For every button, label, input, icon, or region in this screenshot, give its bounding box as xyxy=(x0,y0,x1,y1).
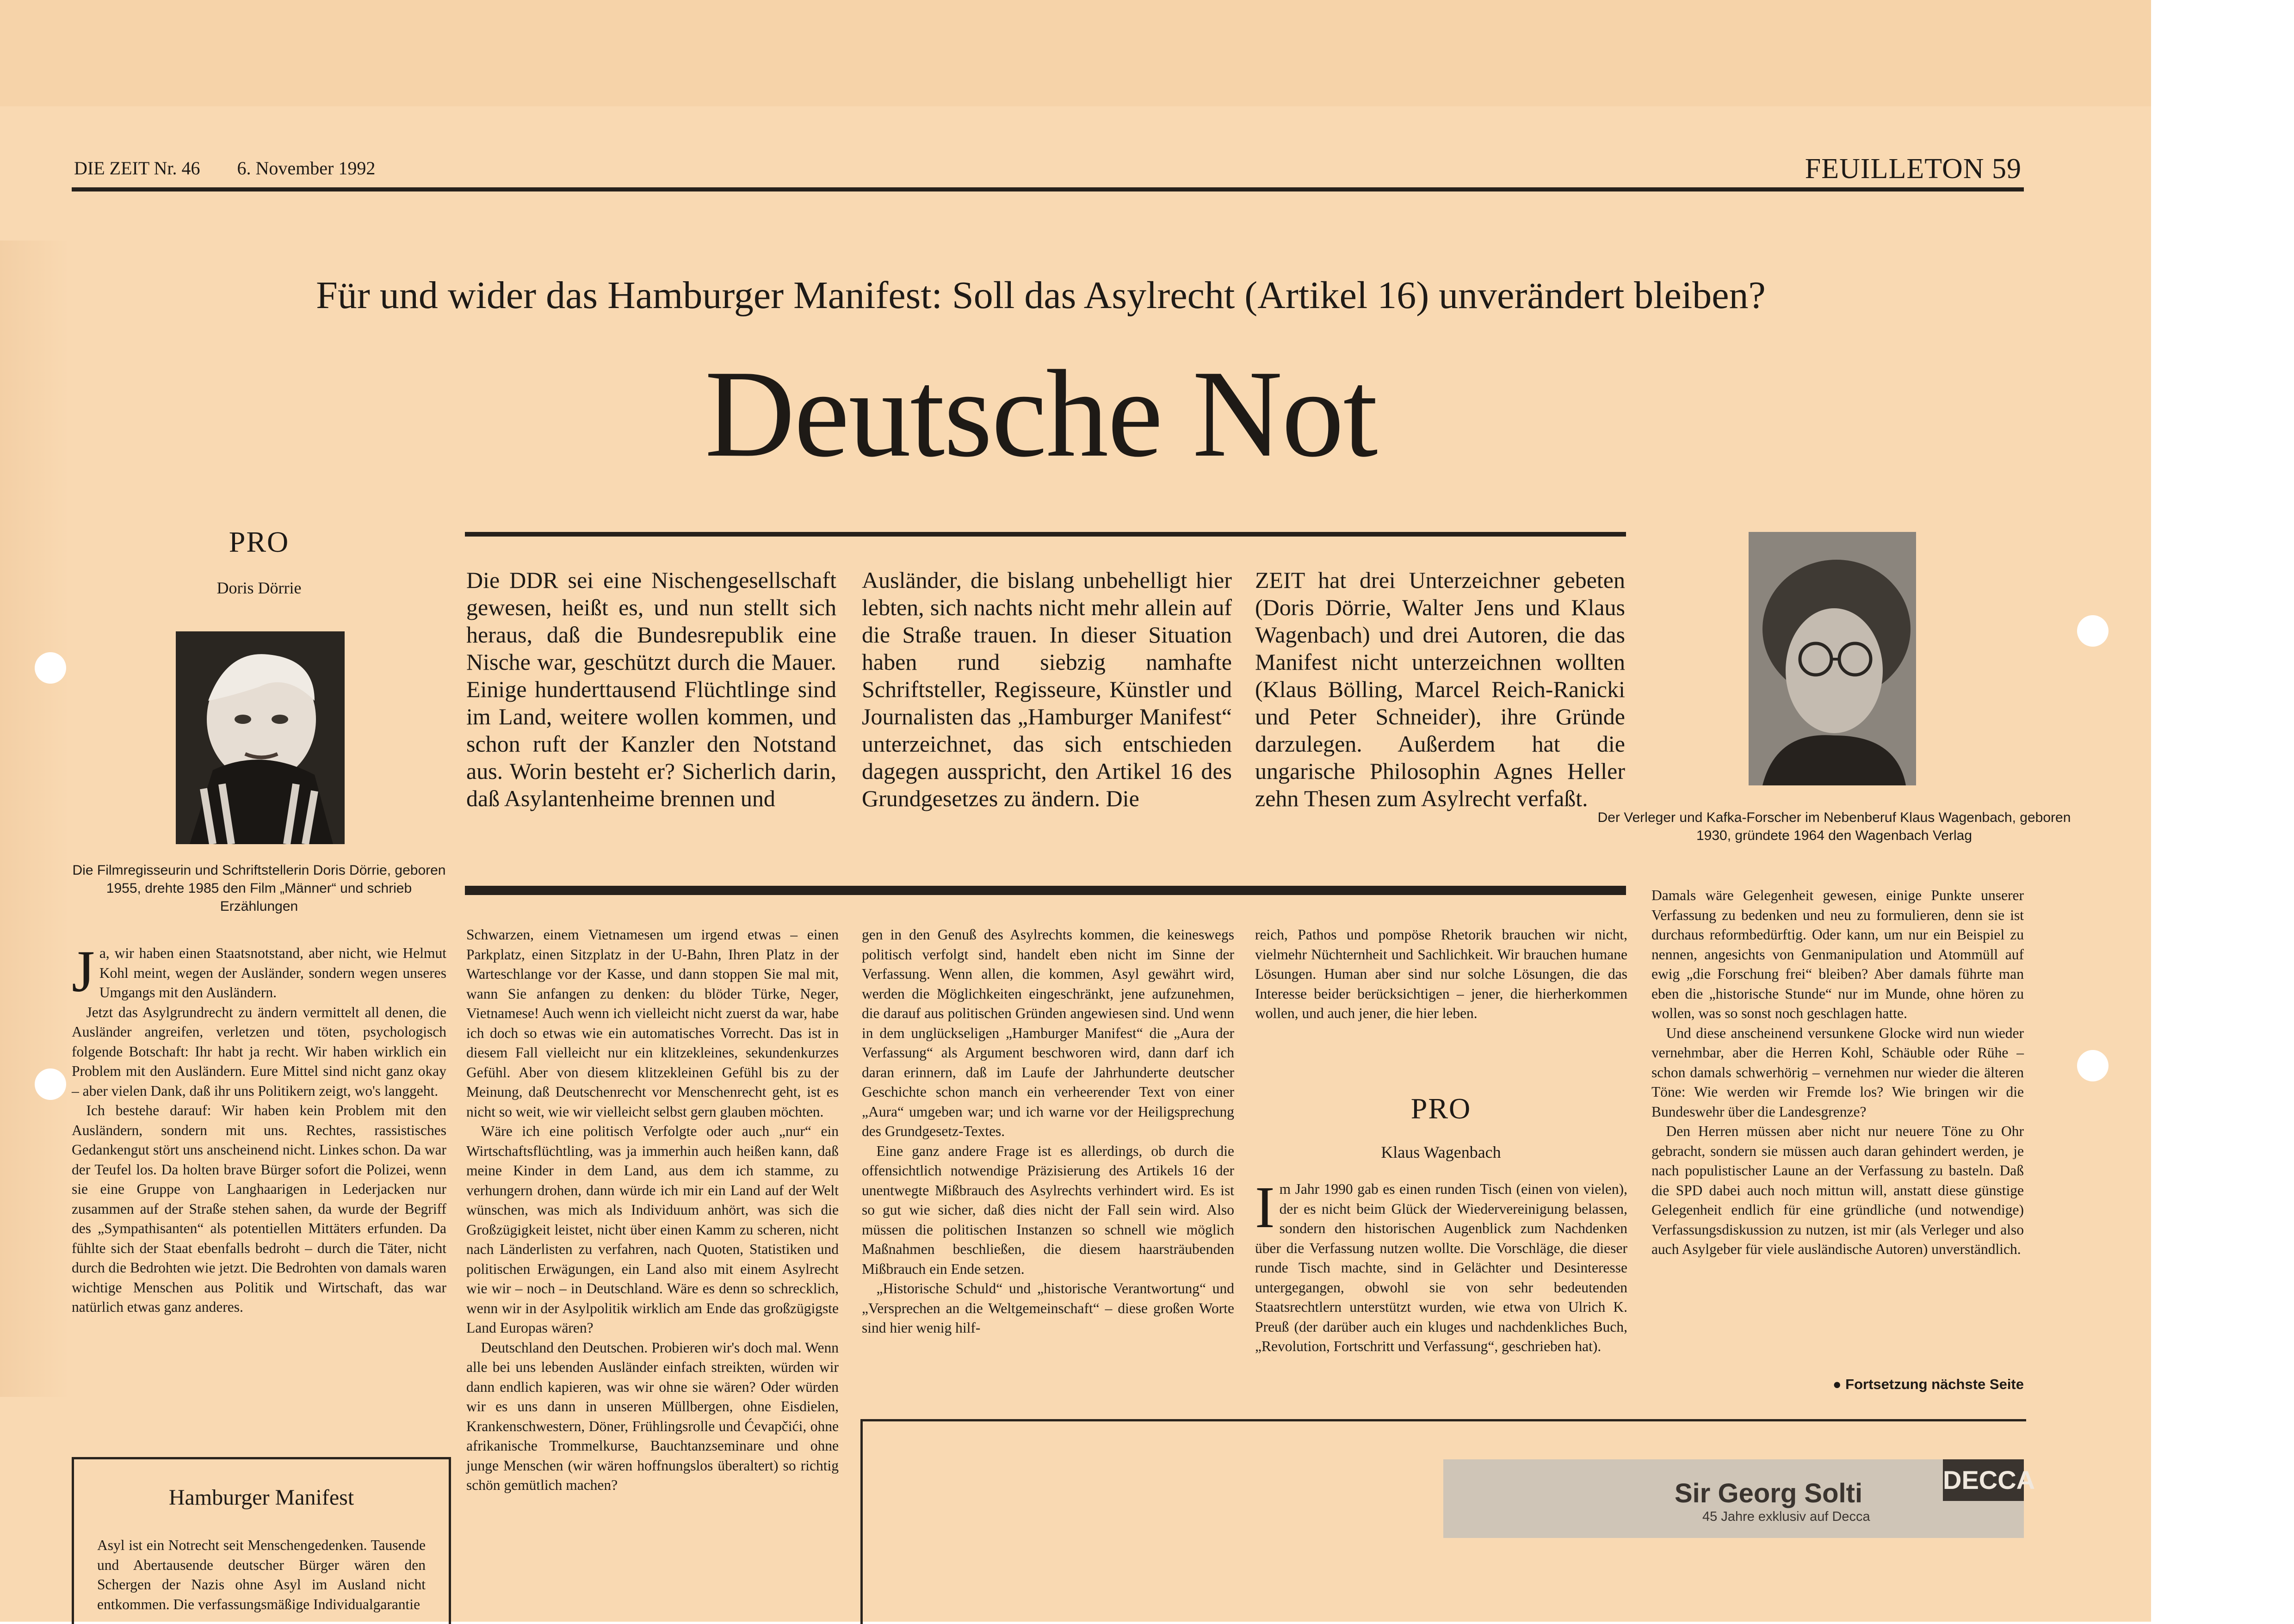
page-top-margin xyxy=(0,0,2151,106)
manifest-paragraph: Asyl ist ein Notrecht seit Menschengedenken. Tausende und Abertausende deutscher Bürger wären den Schergen der Nazis ohne Asyl im Ausland nicht entkommen. Die verfassungsmäßige Individualgarantie xyxy=(97,1537,426,1612)
punch-hole xyxy=(35,652,66,684)
intro-bottom-rule xyxy=(465,886,1626,895)
article-headline: Deutsche Not xyxy=(705,345,1377,483)
body-paragraph: Eine ganz andere Frage ist es allerdings, ob durch die offensichtlich notwendige Präzisierung des Artikels 16 der unentwegte Mißbrauch des Asylrechts verhindert wird. Es ist so gut wie sicher, daß dies nicht der Fall sein wird. Also müssen die politischen Instanzen so schnell wie möglich Maßnahmen beschließen, die diesem haarsträubenden Mißbrauch ein Ende setzen. xyxy=(862,1142,1234,1277)
intro-column-2: Ausländer, die bislang unbehelligt hier lebten, sich nachts nicht mehr allein auf die Straße trauen. In dieser Situation haben rund siebzig namhafte Schriftsteller, Regisseure, Künstler und Journalisten das „Hamburger Manifest“ unterzeichnet, das sich entschieden dagegen ausspricht, den Artikel 16 des Grundgesetzes zu ändern. Die xyxy=(862,567,1232,811)
photo-caption-dorrie: Die Filmregisseurin und Schriftstellerin Doris Dörrie, geboren 1955, drehte 1985 den Film „Männer“ und schrieb Erzählungen xyxy=(72,863,446,914)
lead-paragraph-wagenbach xyxy=(1255,1174,1627,1357)
body-paragraph: Wäre ich eine politisch Verfolgte oder auch „nur“ ein Wirtschaftsflüchtling, was ja immerhin auch heißen kann, daß meine Kinder in dem Land, aus dem ich stamme, zu verhungern drohen, dann würde ich mir ein Land auf der Welt wünschen, was mich als Individuum anhört, was sich die Großzügigkeit leistet, nicht über einen Kamm zu scheren, nicht nach Länderlisten zu verfahren, nach Quoten, Statistiken und politischen Erwägungen, ein Land also mit einem Asylrecht wie wir – noch – in Deutschland. Wäre es denn so schrecklich, wenn wir in der Asylpolitik wirklich am Ende das großzügigste Land Europas wären? xyxy=(466,1123,839,1336)
header-rule xyxy=(72,187,2024,191)
masthead-line xyxy=(74,157,375,179)
section-name: FEUILLETON xyxy=(1805,153,1985,185)
pro-label-dorrie: PRO xyxy=(229,525,290,558)
intro-column-1: Die DDR sei eine Nischengesellschaft gewesen, heißt es, und nun stellt sich heraus, daß die Bundesrepublik eine Nische war, geschützt durch die Mauer. Einige hunderttausend Flüchtlinge sind im Land, weitere wollen kommen, und schon ruft der Kanzler den Notstand aus. Worin besteht er? Sicherlich darin, daß Asylantenheime brennen und xyxy=(466,567,836,811)
body-paragraph: reich, Pathos und pompöse Rhetorik brauchen wir nicht, vielmehr Nüchternheit und Sachlichkeit. Wir brauchen humane Lösungen. Human aber sind nur solche Lösungen, die das Interesse beider berücksichtigen – jener, die hierherkommen wollen, und auch jener, die hier leben. xyxy=(1255,926,1627,1021)
lead-text: a, wir haben einen Staatsnotstand, aber nicht, wie Helmut Kohl meint, wegen der Ausländer, sondern wegen unseres Umgangs mit den Ausländern. xyxy=(99,945,446,1000)
article-column-a xyxy=(72,939,446,1317)
body-paragraph: Schwarzen, einem Vietnamesen um irgend etwas – einen Parkplatz, einen Sitzplatz in der U-Bahn, Ihren Platz in der Warteschlange vor der Kasse, und dann stoppen Sie mal mit, wann Sie anfangen zu denken: du blöder Türke, Neger, Vietnamese! Auch wenn ich vielleicht nicht zuerst da war, habe ich doch so etwas wie ein automatisches Vorrecht. Das ist in diesem Fall vielleicht nur ein klitzekleines, sekundenkurzes Gefühl. Aber von diesem klitzekleinen Gefühl bis zu der Meinung, daß Deutschenrecht vor Menschenrecht geht, ist es nicht so weit, wie wir vielleicht selbst gern glauben möchten. xyxy=(466,926,839,1120)
article-column-b xyxy=(466,925,839,1495)
body-paragraph: Deutschland den Deutschen. Probieren wir's doch mal. Wenn alle bei uns lebenden Ausländer einfach streikten, würden wir dann endlich kapieren, was wir ohne sie wären? Oder würden wir es uns dann in unseren Müllbergen, ohne Eisdielen, Krankenschwestern, Döner, Frühlingsrolle und Ćevapčići, ohne afrikanische Trommelkurse, Bauchtanzseminare und ohne junge Menschen (wir wären hoffnungslos überaltert) so richtig schön gemütlich machen? xyxy=(466,1339,839,1493)
manifest-text xyxy=(97,1536,426,1614)
headline-rule xyxy=(465,532,1626,537)
lead-paragraph-dorrie xyxy=(72,939,446,1004)
ad-subtitle: 45 Jahre exklusiv auf Decca xyxy=(1702,1509,1870,1524)
punch-hole xyxy=(2077,1050,2109,1081)
portrait-photo-dorrie xyxy=(176,631,345,844)
manifest-title: Hamburger Manifest xyxy=(168,1485,354,1510)
author-name-wagenbach: Klaus Wagenbach xyxy=(1381,1143,1501,1161)
article-kicker: Für und wider das Hamburger Manifest: Soll das Asylrecht (Artikel 16) unverändert bleiben? xyxy=(316,274,1766,317)
lead-text: m Jahr 1990 gab es einen runden Tisch (einen von vielen), der es nicht beim Glück der Wiedervereinigung belassen, sondern den historischen Augenblick zum Nachdenken über die Verfassung nutzen wollte. Die Vorschläge, die dieser runde Tisch machte, sind in Gelächter und Desinteresse untergegangen, obwohl sie von sehr bedeutenden Staatsrechtlern unterstützt wurden, wie etwa von Ulrich K. Preuß (der darüber auch ein kluges und nachdenkliches Buch, „Revolution, Fortschritt und Verfassung“, geschrieben hat). xyxy=(1255,1181,1627,1354)
body-paragraph: Den Herren müssen aber nicht nur neuere Töne zu Ohr gebracht, sondern sie müssen auch daran gehindert werden, je nach populistischer Laune an der Verfassung zu basteln. Daß die SPD dabei auch noch mittun will, anstatt diese günstige Gelegenheit endlich für eine gründliche (und notwendige) Verfassungsdiskussion zu nutzen, ist mir (als Verleger und also auch Asylgeber für viele ausländische Autoren) unverständlich. xyxy=(1651,1123,2024,1257)
article-column-c xyxy=(862,925,1234,1338)
article-column-d xyxy=(1255,925,1627,1024)
body-paragraph: gen in den Genuß des Asylrechts kommen, die keineswegs politisch verfolgt sind, handelt eben nicht im Sinne der Verfassung. Wenn allen, die kommen, Asyl gewährt wird, werden die Möglichkeiten eingeschränkt, jene aufzunehmen, die darauf aus politischen Gründen angewiesen sind. Und wenn in dem unglückseligen „Hamburger Manifest“ die „Aura der Verfassung“ als Argument beschworen wird, dann darf ich daran erinnern, daß im Laufe der Jahrhunderte deutscher Geschichte schon manch ein verheerender Text von einer „Aura“ umgeben war; und ich warne vor der Heiligsprechung des Grundgesetz-Textes. xyxy=(862,926,1234,1139)
issue-date: 6. November 1992 xyxy=(237,158,376,179)
portrait-photo-wagenbach xyxy=(1749,532,1916,785)
punch-hole xyxy=(35,1068,66,1100)
body-paragraph: Ich bestehe darauf: Wir haben kein Problem mit den Ausländern, sondern mit uns. Rechtes, rassistisches Gedankengut stört uns anscheinend nicht. Linkes schon. Da war der Teufel los. Da holten brave Bürger sofort die Polizei, wenn sie eine Gruppe von Langhaarigen in Lederjacken nur zusammen auf der Straße stehen sahen, da wurde der Begriff des „Sympathisanten“ als potentiellen Mittäters erfunden. Da fühlte sich der Staat ebenfalls bedroht – durch die Täter, nicht durch die Bedrohten wie jetzt. Die Bedrohten von damals waren wichtige Menschen aus Politik und Wirtschaft, das war natürlich etwas ganz anderes. xyxy=(72,1102,446,1315)
publication-name: DIE ZEIT Nr. 46 xyxy=(74,158,200,179)
intro-column-3: ZEIT hat drei Unterzeichner gebeten (Doris Dörrie, Walter Jens und Klaus Wagenbach) und drei Autoren, die das Manifest nicht unterzeichnen wollten (Klaus Bölling, Marcel Reich-Ranicki und Peter Schneider), ihre Gründe darzulegen. Außerdem hat die ungarische Philosophin Agnes Heller zehn Thesen zum Asylrecht verfaßt. xyxy=(1255,567,1625,811)
article-column-d-wagenbach xyxy=(1255,1174,1627,1357)
article-column-e xyxy=(1651,886,2024,1260)
author-name-dorrie: Doris Dörrie xyxy=(216,579,302,597)
ad-headline: Sir Georg Solti xyxy=(1675,1478,1863,1508)
section-header xyxy=(1781,153,2022,185)
decca-logo: DECCA xyxy=(1943,1459,2024,1501)
bleed-through-shadow xyxy=(0,241,69,1397)
body-paragraph: Und diese anscheinend versunkene Glocke wird nun wieder vernehmbar, aber die Herren Kohl, Schäuble oder Rühe – schon damals schwerhörig – vernehmen nur wieder die älteren Töne: Wie werden wir Fremde los? Wie bringen wir die Bundeswehr über die Landesgrenze? xyxy=(1651,1025,2024,1120)
page-number: 59 xyxy=(1992,153,2022,185)
body-paragraph: „Historische Schuld“ und „historische Verantwortung“ und „Versprechen an die Weltgemeinschaft“ – diese großen Worte sind hier wenig hilf- xyxy=(862,1280,1234,1336)
continuation-note: ● Fortsetzung nächste Seite xyxy=(1832,1376,2024,1392)
decca-advertisement xyxy=(1443,1459,2035,1538)
dropcap-j: J xyxy=(72,939,95,1004)
hamburger-manifest-box xyxy=(72,1457,451,1624)
body-paragraph: Damals wäre Gelegenheit gewesen, einige Punkte unserer Verfassung zu bedenken und neu zu formulieren, denn sie ist durchaus reformbedürftig. Oder kann, um nur ein Beispiel zu nennen, angesichts von Genmanipulation und Atommüll auf ewig „die Forschung frei“ bleiben? Aber damals führte man eben die „historische Stunde“ nur im Munde, ohne hören zu wollen, was so sonst noch geschlagen hatte. xyxy=(1651,887,2024,1021)
photo-caption-wagenbach: Der Verleger und Kafka-Forscher im Nebenberuf Klaus Wagenbach, geboren 1930, gründete 1964 den Wagenbach Verlag xyxy=(1597,810,2071,843)
body-paragraph: Jetzt das Asylgrundrecht zu ändern vermittelt all denen, die Ausländer angreifen, verletzen und töten, psychologisch folgende Botschaft: Ihr habt ja recht. Wir haben wirklich ein Problem mit den Ausländern. Eure Mittel sind nicht ganz okay – aber vielen Dank, daß ihr uns Politikern zeigt, wo's langgeht. xyxy=(72,1004,446,1099)
pro-label-wagenbach: PRO xyxy=(1410,1092,1472,1125)
dropcap-i: I xyxy=(1255,1174,1275,1240)
punch-hole xyxy=(2077,615,2109,647)
